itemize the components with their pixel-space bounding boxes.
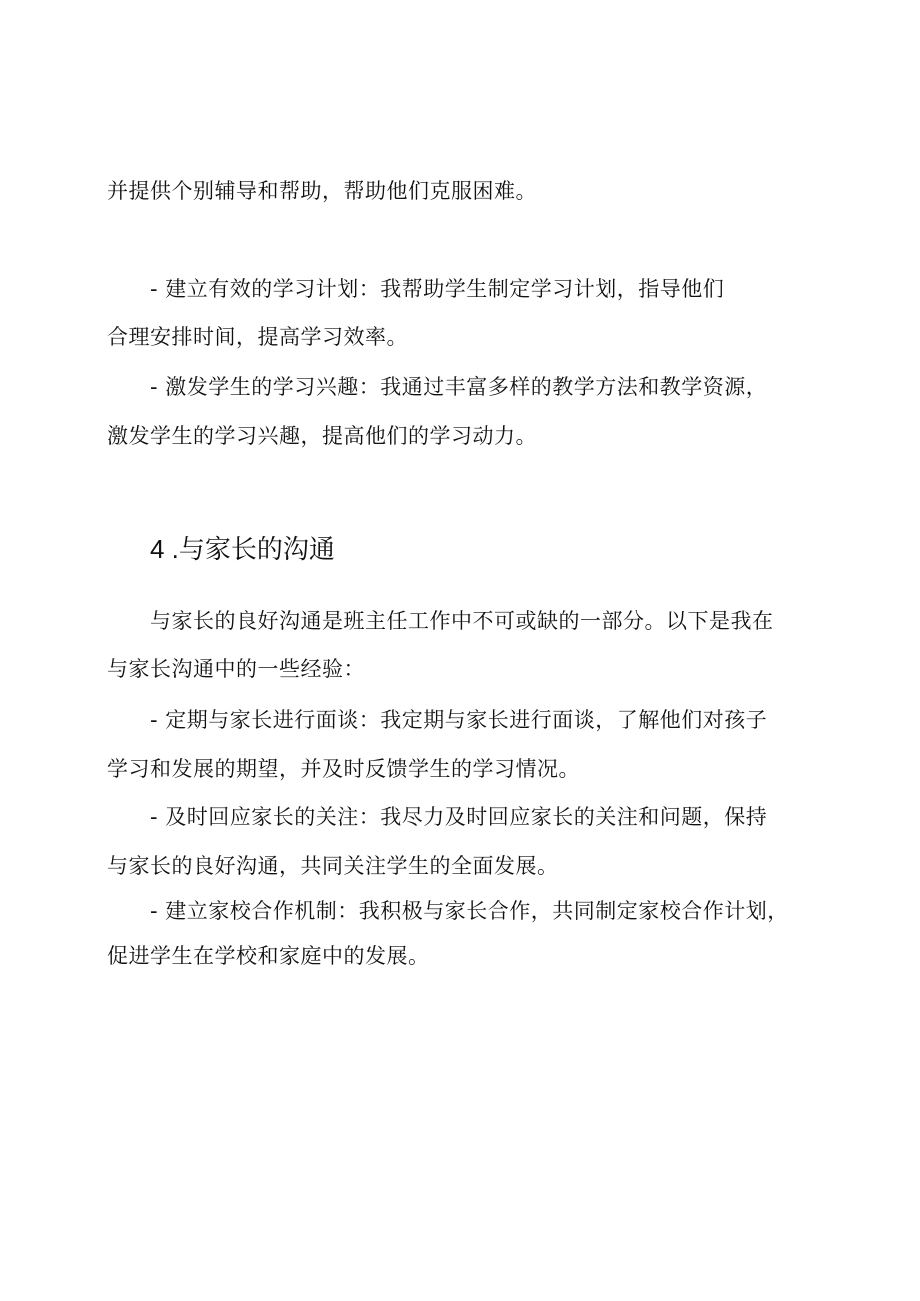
paragraph-line: 激发学生的学习兴趣，提高他们的学习动力。 [107, 424, 537, 448]
bullet-line: - 及时回应家长的关注：我尽力及时回应家长的关注和问题，保持 [150, 805, 768, 829]
paragraph-line: 与家长沟通中的一些经验： [107, 657, 365, 681]
bullet-line: - 建立家校合作机制：我积极与家长合作，共同制定家校合作计划， [150, 899, 789, 923]
section-heading: 4 .与家长的沟通 [150, 534, 335, 564]
paragraph-line: 合理安排时间，提高学习效率。 [107, 325, 408, 349]
bullet-line: - 建立有效的学习计划：我帮助学生制定学习计划，指导他们 [150, 277, 725, 301]
paragraph-line: 促进学生在学校和家庭中的发展。 [107, 944, 430, 968]
bullet-line: - 定期与家长进行面谈：我定期与家长进行面谈，了解他们对孩子 [150, 708, 768, 732]
paragraph-line: 并提供个别辅导和帮助，帮助他们克服困难。 [107, 179, 537, 203]
paragraph-line: 学习和发展的期望，并及时反馈学生的学习情况。 [107, 757, 580, 781]
bullet-line: - 激发学生的学习兴趣：我通过丰富多样的教学方法和教学资源， [150, 375, 768, 399]
paragraph-line: 与家长的良好沟通是班主任工作中不可或缺的一部分。以下是我在 [150, 609, 774, 633]
paragraph-line: 与家长的良好沟通，共同关注学生的全面发展。 [107, 854, 559, 878]
